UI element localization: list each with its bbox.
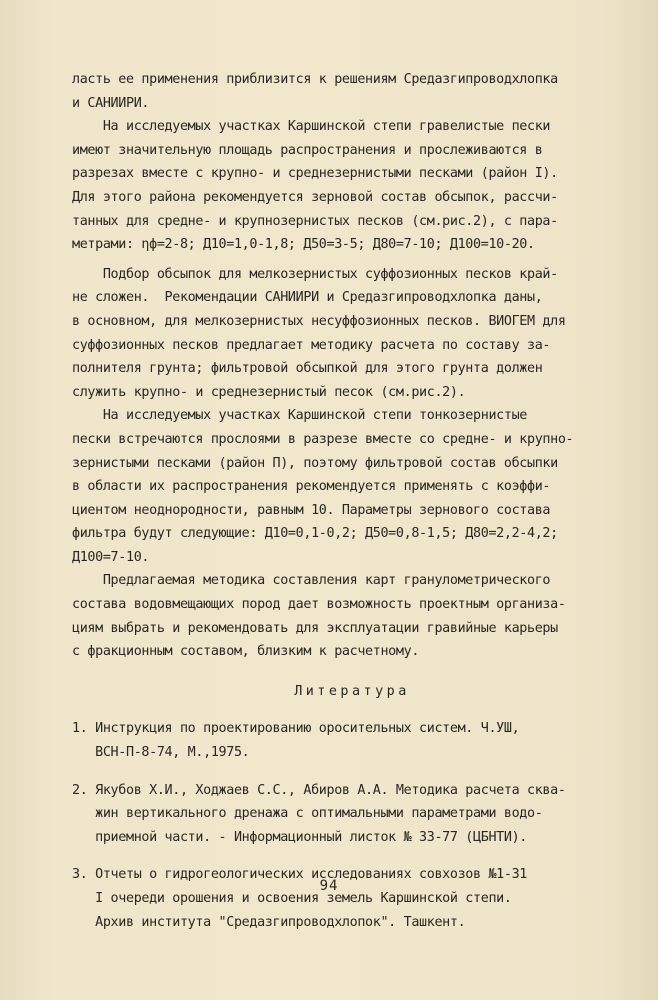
page-number: 94 <box>319 878 339 894</box>
text-line: служить крупно- и среднезернистый песок (см.рис.2). <box>72 384 466 400</box>
text-line: ласть ее применения приблизится к решениям Средазгипроводхлопка <box>72 72 558 87</box>
text-line: зернистыми песками (район П), поэтому фильтровой состав обсыпки <box>72 455 558 471</box>
text-line: с фракционным составом, близким к расчетному. <box>72 644 420 660</box>
text-line: На исследуемых участках Каршинской степи гравелистые пески <box>72 119 551 135</box>
text-line: суффозионных песков предлагает методику расчета по составу за- <box>72 337 551 353</box>
reference-line: 3. Отчеты о гидрогеологических исследованиях совхозов №1-31 <box>72 867 527 883</box>
text-line: Подбор обсыпок для мелкозернистых суффозионных песков край- <box>72 266 558 282</box>
reference-line: I очереди орошения и освоения земель Каршинской степи. <box>72 891 512 906</box>
text-line: и САНИИРИ. <box>72 95 150 111</box>
reference-line: 2. Якубов Х.И., Ходжаев С.С., Абиров А.А. Методика расчета сква- <box>72 782 566 798</box>
reference-item <box>72 779 632 850</box>
text-line: На исследуемых участках Каршинской степи тонкозернистые <box>72 408 527 424</box>
text-line: циентом неоднородности, равным 10. Параметры зернового состава <box>72 502 551 518</box>
literature-heading: Литература <box>294 683 410 699</box>
text-line: Предлагаемая методика составления карт гранулометрического <box>72 573 551 589</box>
paragraph <box>72 404 632 569</box>
paragraph <box>72 569 632 663</box>
reference-line: ВСН-П-8-74, М.,1975. <box>72 745 250 761</box>
text-line: состава водовмещающих пород дает возможность проектным организа- <box>72 597 566 613</box>
text-line: не сложен. Рекомендации САНИИРИ и Средазгипроводхлопка даны, <box>72 290 543 306</box>
text-line: пески встречаются прослоями в разрезе вместе со средне- и крупно- <box>72 431 574 447</box>
reference-item <box>72 863 632 934</box>
text-line: в основном, для мелкозернистых несуффозионных песков. ВИОГЕМ для <box>72 313 566 329</box>
text-line: танных для средне- и крупнозернистых песков (см.рис.2), с пара- <box>72 213 558 229</box>
reference-line: жин вертикального дренажа с оптимальными параметрами водо- <box>72 806 543 822</box>
paragraph <box>72 115 632 257</box>
reference-line: Архив института "Средазгипроводхлопок". Ташкент. <box>72 914 466 930</box>
reference-line: 1. Инструкция по проектированию оросительных систем. Ч.УШ, <box>72 721 520 737</box>
text-line: метрами: ηф=2-8; Д10=1,0-1,8; Д50=3-5; Д80=7-10; Д100=10-20. <box>72 237 535 253</box>
text-line: разрезах вместе с крупно- и среднезернистыми песками (район I). <box>72 166 558 182</box>
text-line: имеют значительную площадь распространения и прослеживаются в <box>72 142 543 158</box>
text-line: в области их распространения рекомендуется применять с коэффи- <box>72 479 551 495</box>
text-line: циям выбрать и рекомендовать для эксплуатации гравийные карьеры <box>72 620 558 636</box>
document-body <box>72 68 632 948</box>
text-line: полнителя грунта; фильтровой обсыпкой для этого грунта должен <box>72 361 543 377</box>
text-line: фильтра будут следующие: Д10=0,1-0,2; Д50=0,8-1,5; Д80=2,2-4,2; <box>72 526 558 542</box>
text-line: Д100=7-10. <box>72 549 150 565</box>
reference-line: приемной части. - Информационный листок № 33-77 (ЦБНТИ). <box>72 829 527 845</box>
paragraph <box>72 263 632 405</box>
paragraph <box>72 68 632 115</box>
text-line: Для этого района рекомендуется зерновой состав обсыпок, рассчи- <box>72 189 558 205</box>
reference-item <box>72 717 632 764</box>
